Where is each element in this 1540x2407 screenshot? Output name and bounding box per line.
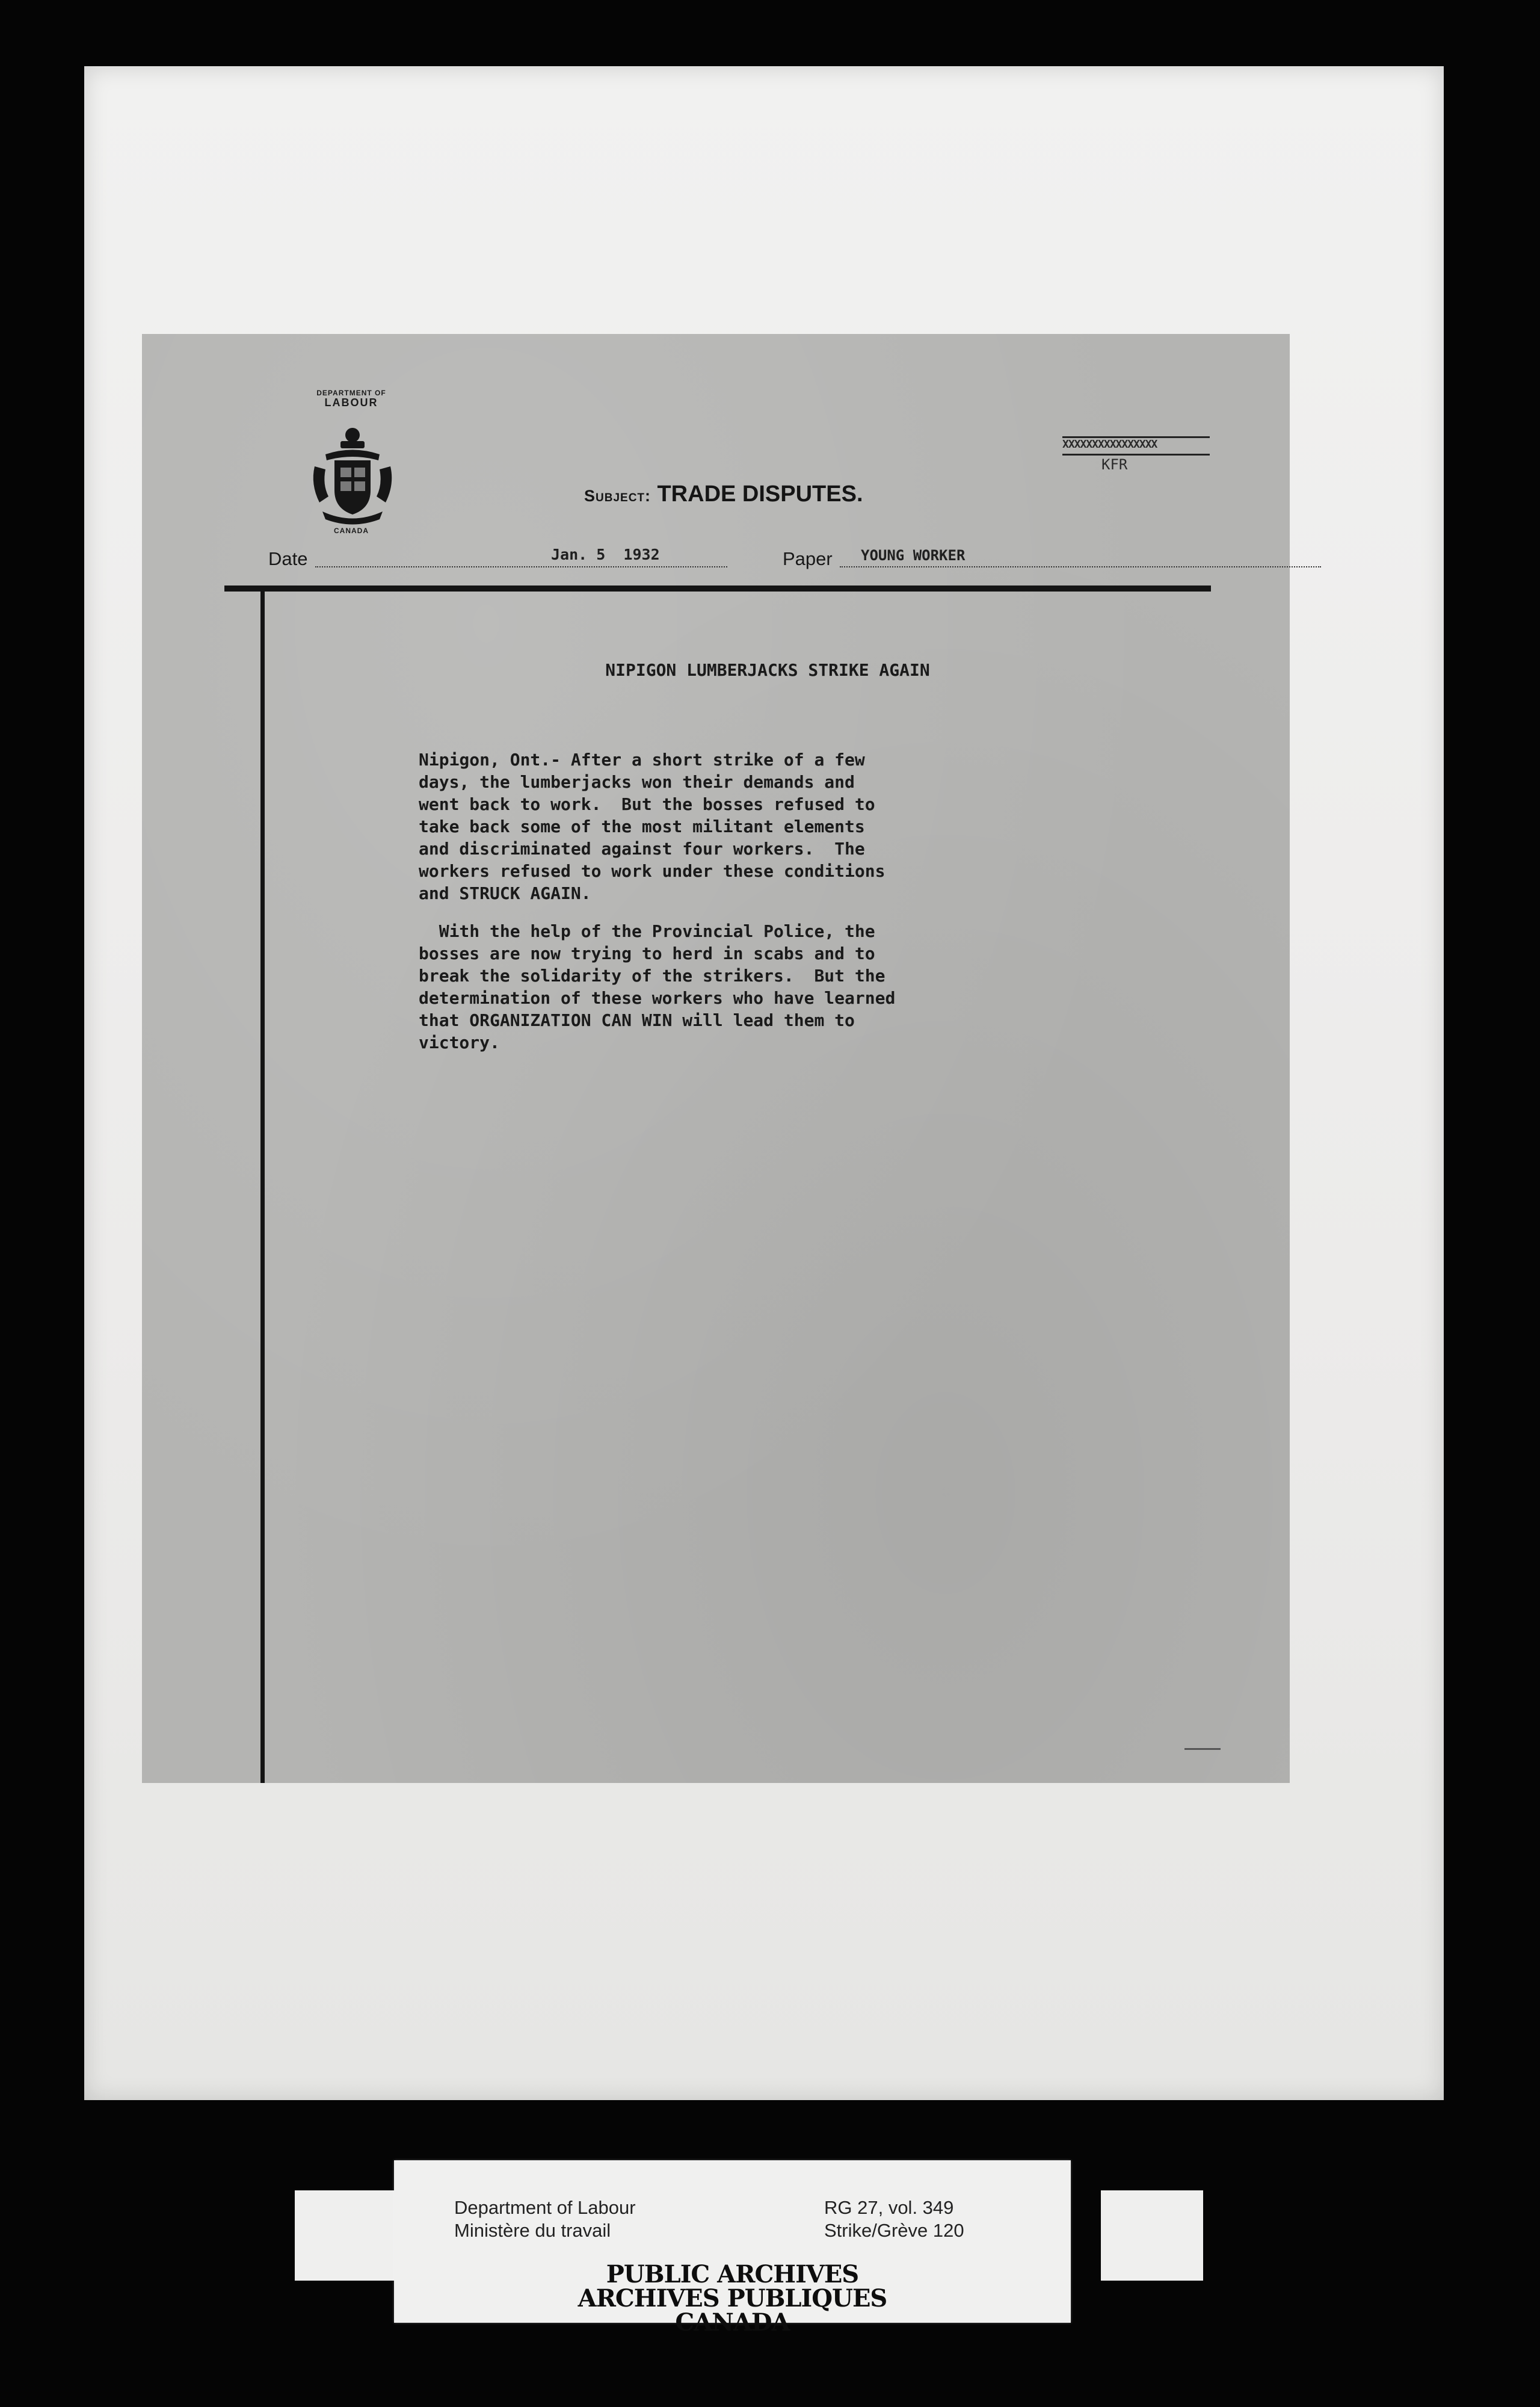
archive-dept-en: Department of Labour <box>454 2197 636 2218</box>
subject-value: TRADE DISPUTES. <box>657 481 863 507</box>
article-paragraph: With the help of the Provincial Police, the bosses are now trying to herd in scabs and to break the solidarity of the strikers. But the determination of these workers who have learned that ORGANIZATION CAN WIN will lead them to victory. <box>419 921 896 1052</box>
archive-ref-volume: RG 27, vol. 349 <box>824 2197 954 2218</box>
archives-fr: ARCHIVES PUBLIQUES <box>578 2284 887 2313</box>
label-tab-left <box>295 2190 397 2281</box>
paper-dotted-line <box>840 566 1321 567</box>
department-country: CANADA <box>334 527 369 535</box>
coat-of-arms-icon <box>307 424 398 527</box>
scratch-mark <box>1184 1748 1221 1750</box>
article-paragraph: Nipigon, Ont.- After a short strike of a few days, the lumberjacks won their demands and went back to work. But the bosses refused to take back some of the most militant elements and discriminated against four workers. The workers refused to work under these conditions and STRUCK AGAIN. <box>419 750 886 903</box>
date-label: Date <box>268 548 308 569</box>
clipping-sheet <box>142 334 1290 1783</box>
article <box>419 659 1116 1069</box>
archive-ref-strike: Strike/Grève 120 <box>824 2220 964 2241</box>
paper-label: Paper <box>783 548 833 569</box>
paper-value: YOUNG WORKER <box>861 547 966 564</box>
department-heading <box>291 389 411 408</box>
date-dotted-line <box>315 566 727 567</box>
department-line1: DEPARTMENT OF <box>316 389 386 397</box>
horizontal-rule <box>224 586 1211 592</box>
archives-country: CANADA <box>675 2308 790 2337</box>
archive-dept-fr: Ministère du travail <box>454 2220 611 2241</box>
initials: KFR <box>1101 456 1128 473</box>
struck-out-text: XXXXXXXXXXXXXXXX <box>1062 436 1210 456</box>
subject-label: Subject: <box>584 487 651 505</box>
subject-line <box>584 481 863 507</box>
archive-label <box>394 2160 1071 2337</box>
vertical-rule <box>260 586 265 1783</box>
label-tab-right <box>1101 2190 1203 2281</box>
department-line2: LABOUR <box>324 396 378 409</box>
date-paper-row <box>268 546 1231 572</box>
date-value: Jan. 5 1932 <box>551 546 660 563</box>
archives-heading <box>394 2260 1071 2337</box>
archives-en: PUBLIC ARCHIVES <box>606 2260 859 2288</box>
article-title: NIPIGON LUMBERJACKS STRIKE AGAIN <box>605 660 930 680</box>
archive-department <box>454 2196 636 2242</box>
archive-reference <box>824 2196 964 2242</box>
